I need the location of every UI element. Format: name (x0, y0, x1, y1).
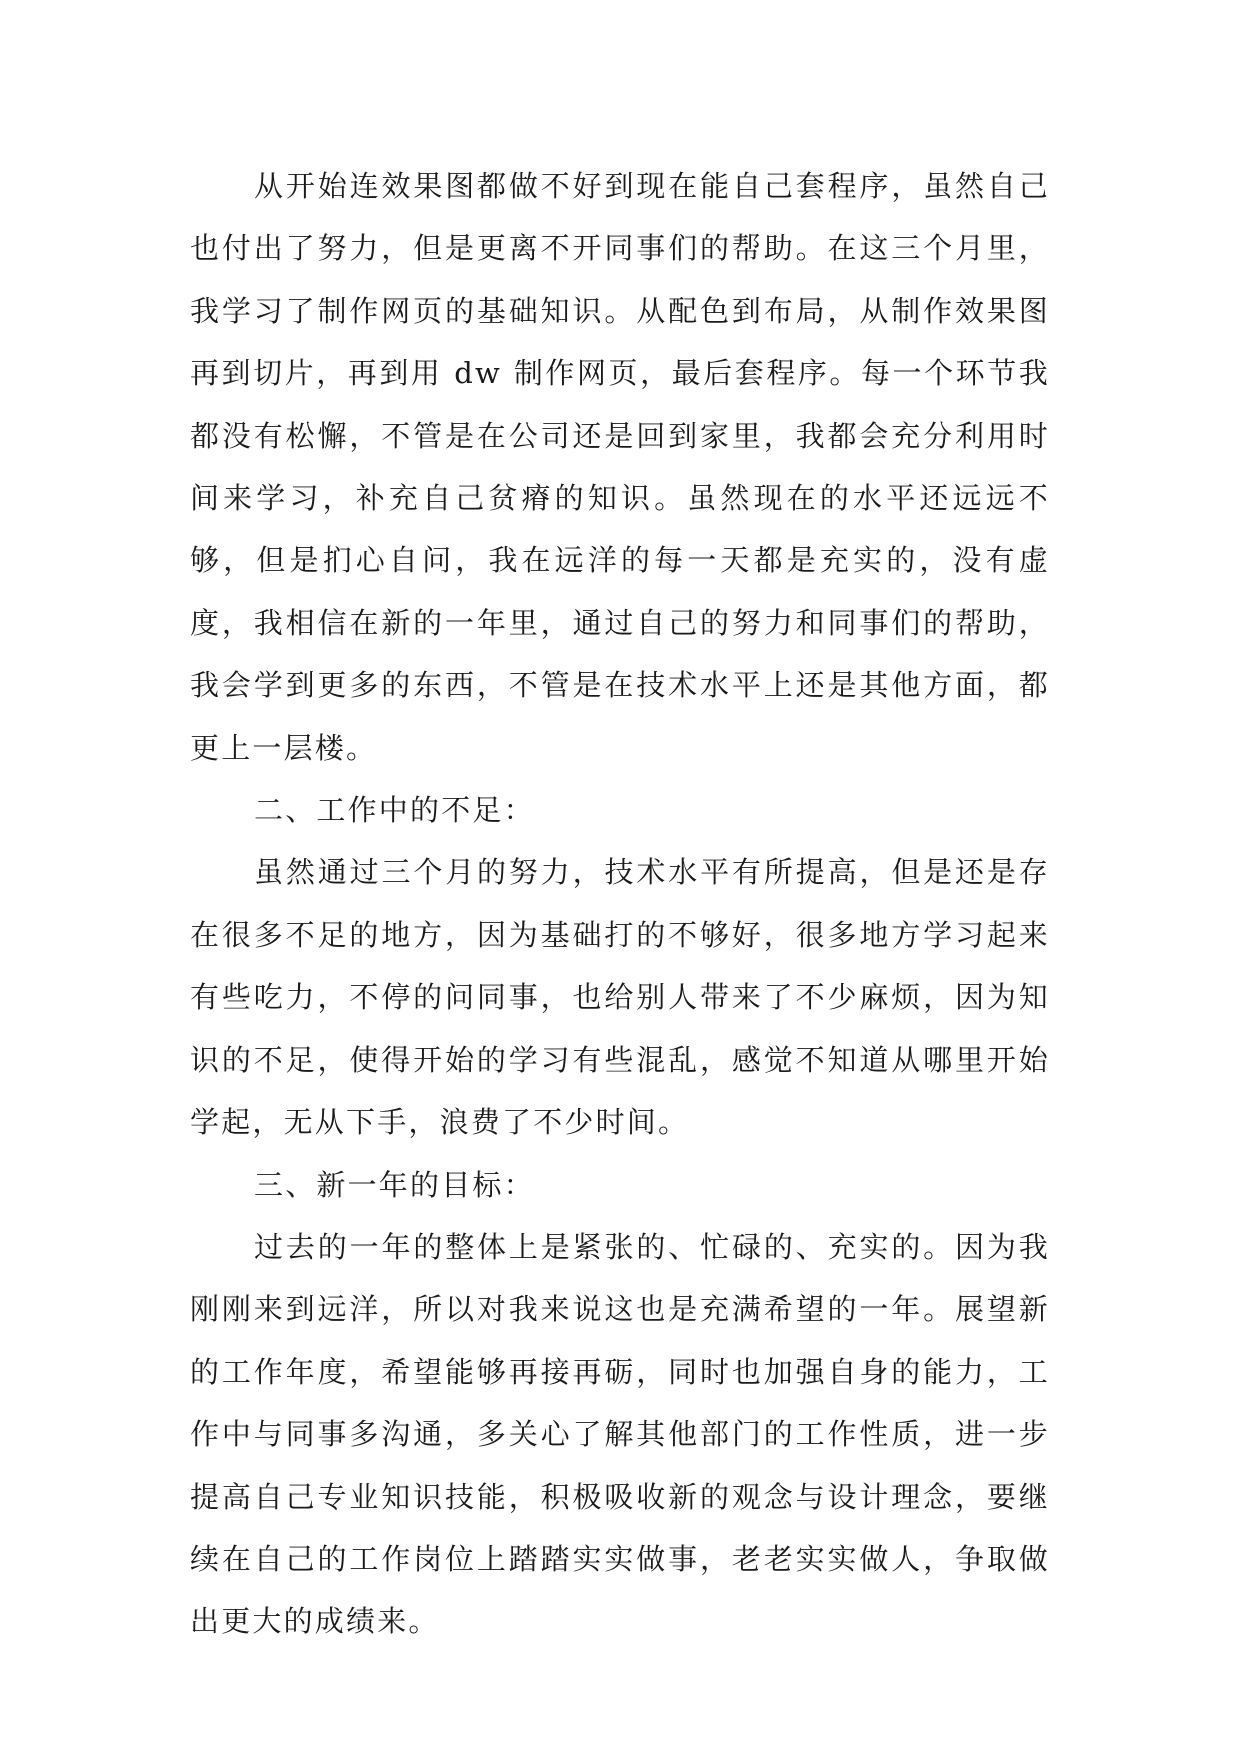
paragraph-learning-progress: 从开始连效果图都做不好到现在能自己套程序，虽然自己也付出了努力，但是更离不开同事们的帮助。在这三个月里，我学习了制作网页的基础知识。从配色到布局，从制作效果图再到切片，再到用 dw 制作网页，最后套程序。每一个环节我都没有松懈，不管是在公司还是回到家里，我都会充分利用时间来学习，补充自己贫瘠的知识。虽然现在的水平还远远不够，但是扪心自问，我在远洋的每一天都是充实的，没有虚度，我相信在新的一年里，通过自己的努力和同事们的帮助，我会学到更多的东西，不管是在技术水平上还是其他方面，都更上一层楼。 (190, 169, 1050, 765)
section-heading-shortcomings: 二、工作中的不足： (254, 793, 535, 828)
document-body (190, 155, 1050, 1653)
paragraph-shortcomings: 虽然通过三个月的努力，技术水平有所提高，但是还是存在很多不足的地方，因为基础打的不够好，很多地方学习起来有些吃力，不停的问同事，也给别人带来了不少麻烦，因为知识的不足，使得开始的学习有些混乱，感觉不知道从哪里开始学起，无从下手，浪费了不少时间。 (190, 855, 1050, 1140)
section-heading-goals: 三、新一年的目标： (254, 1167, 535, 1202)
paragraph-goals: 过去的一年的整体上是紧张的、忙碌的、充实的。因为我刚刚来到远洋，所以对我来说这也是充满希望的一年。展望新的工作年度，希望能够再接再砺，同时也加强自身的能力，工作中与同事多沟通，多关心了解其他部门的工作性质，进一步提高自己专业知识技能，积极吸收新的观念与设计理念，要继续在自己的工作岗位上踏踏实实做事，老老实实做人，争取做出更大的成绩来。 (190, 1229, 1050, 1639)
